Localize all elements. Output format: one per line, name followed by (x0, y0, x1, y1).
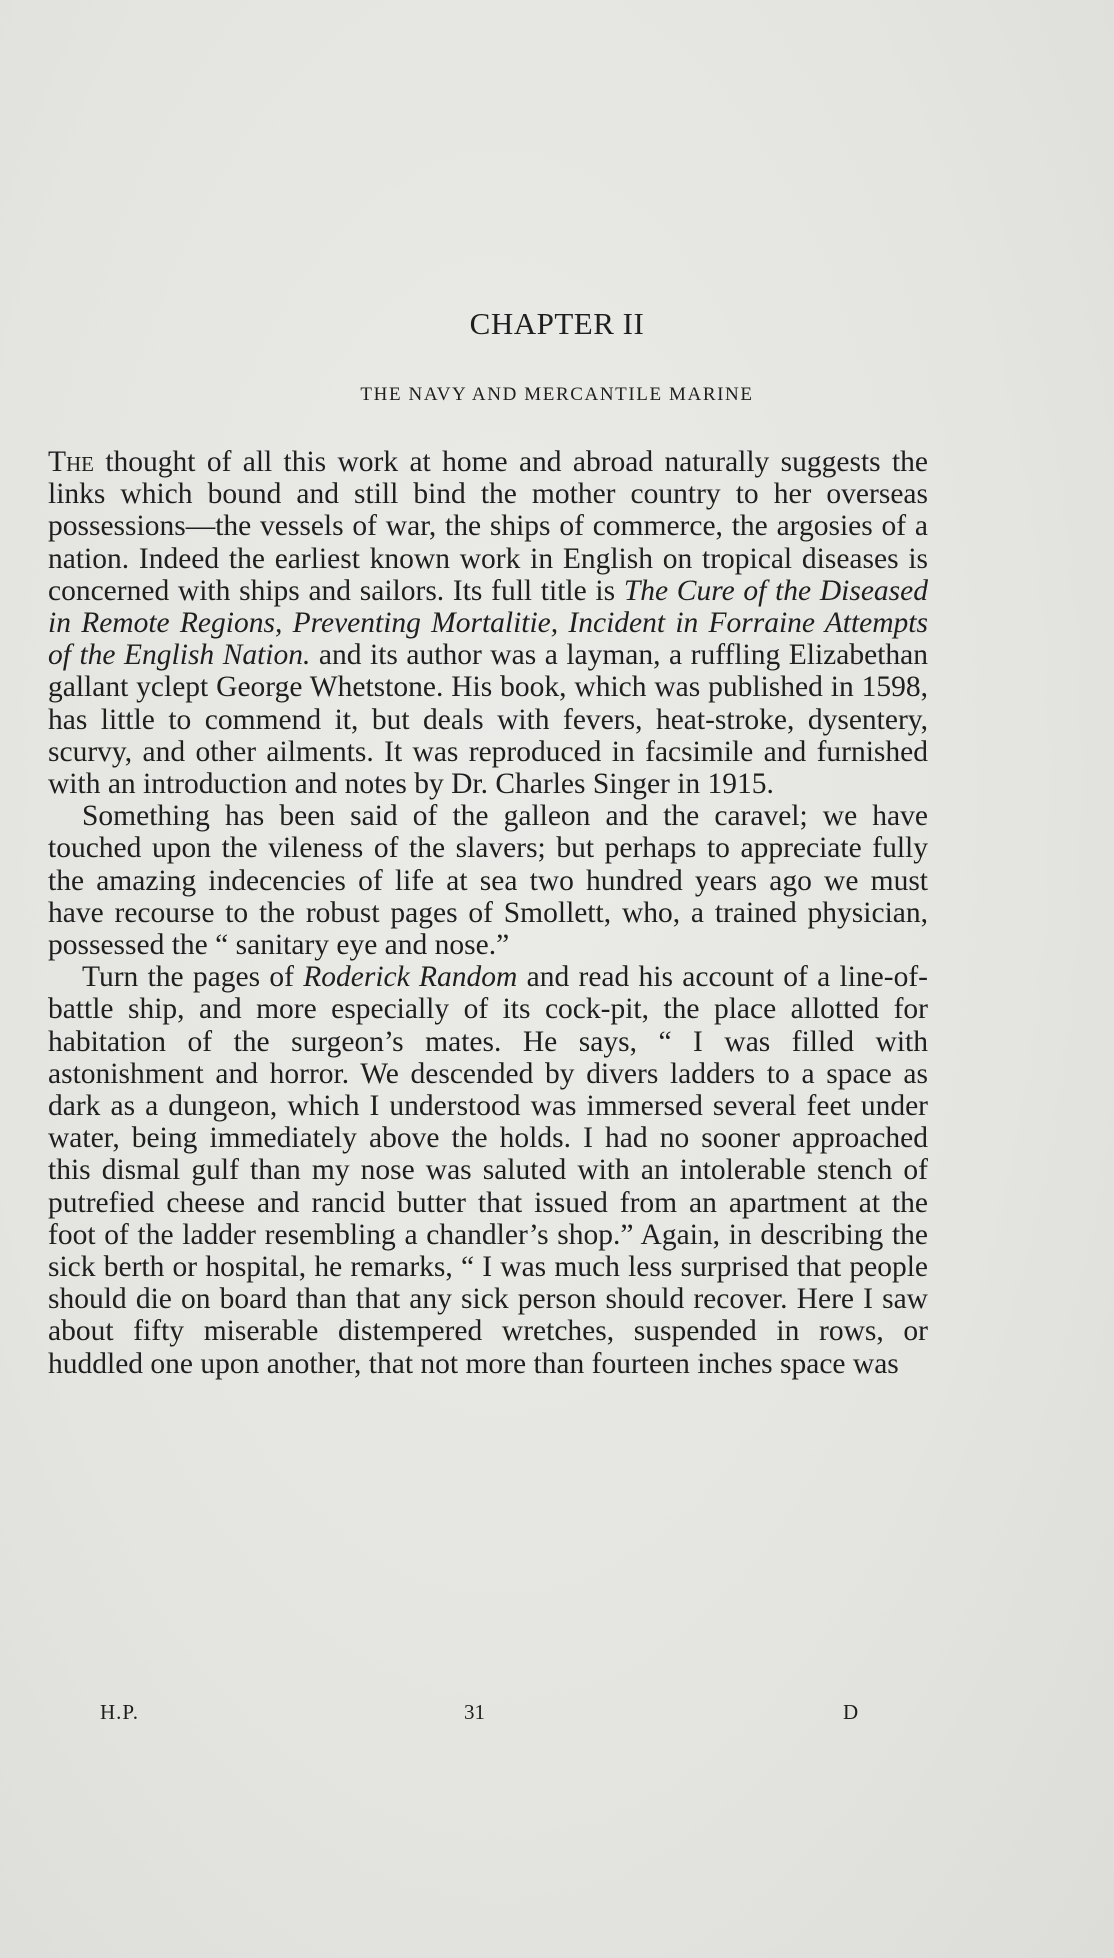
body-text (48, 446, 928, 1380)
paragraph-3 (48, 961, 928, 1380)
page-footer (0, 1700, 1114, 1730)
paragraph-1-text-b: and its author was a layman, a ruffling Elizabethan gallant yclept George Whetstone. His book, which was published in 1598, has little to commend it, but deals with fevers, heat-stroke, dysentery, scurvy, and other ailments. It was reproduced in facsimile and furnished with an introduction and notes by Dr. Charles Singer in 1915. (48, 639, 928, 801)
chapter-title: THE NAVY AND MERCANTILE MARINE (360, 384, 754, 405)
paragraph-1-text-a: thought of all this work at home and abroad naturally suggests the links which bound and still bind the mother country to her overseas possessions—the vessels of war, the ships of commerce, the argosies of a nation. Indeed the earliest known work in English on tropical diseases is concerned with ships and sailors. Its full title is (48, 446, 928, 607)
signature-mark-left: H.P. (100, 1700, 140, 1724)
paragraph-3-text-a: Turn the pages of (82, 961, 304, 994)
book-title: The Cure of the Diseased in Remote Regions, Preventing Mortalitie, Incident in Forraine Attempts of the English Nation. (48, 574, 928, 672)
novel-title: Roderick Random (303, 961, 518, 994)
paragraph-3-text-b: and read his account of a line-of-battle ship, and more especially of its cock-pit, the place allotted for habitation of the surgeon’s mates. He says, “ I was filled with astonishment and horror. We descended by divers ladders to a space as dark as a dungeon, which I understood was immersed several feet under water, being immediately above the holds. I had no sooner approached this dismal gulf than my nose was saluted with an intolerable stench of putrefied cheese and rancid butter that issued from an apartment at the foot of the ladder resembling a chandler’s shop.” Again, in describing the sick berth or hospital, he remarks, “ I was much less surprised that people should die on board than that any sick person should recover. Here I saw about fifty miserable distempered wretches, suspended in rows, or huddled one upon another, that not more than fourteen inches space was (48, 961, 928, 1380)
paragraph-1 (48, 446, 928, 800)
page-number: 31 (464, 1700, 485, 1724)
signature-mark-right: D (843, 1700, 859, 1724)
paragraph-lead-word: The (48, 446, 95, 478)
chapter-heading: CHAPTER II (469, 306, 645, 341)
paragraph-2: Something has been said of the galleon and the caravel; we have touched upon the vileness of the slavers; but perhaps to appreciate fully the amazing indecencies of life at sea two hundred years ago we must have recourse to the robust pages of Smollett, who, a trained physician, possessed the “ sanitary eye and nose.” (48, 800, 928, 962)
